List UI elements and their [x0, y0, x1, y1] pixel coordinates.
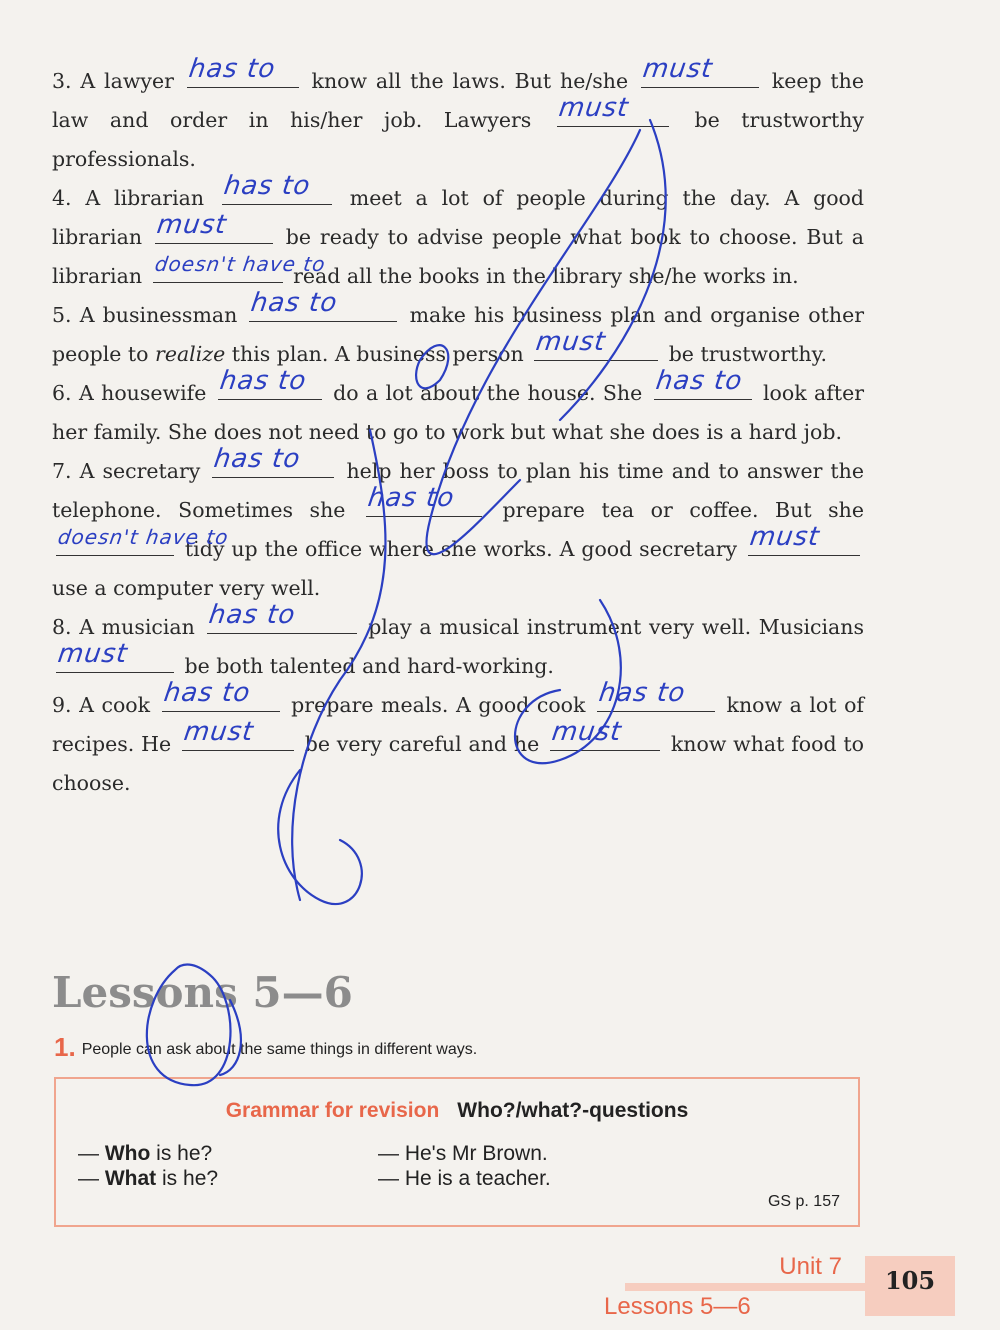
exercise-text-segment: A housewife [78, 381, 214, 405]
exercise-text-segment: keep the law and order in his/her job. Lawyers [52, 69, 864, 132]
exercise-number: 4. [52, 186, 86, 210]
answer-blank[interactable] [217, 366, 322, 400]
grammar-question-2: — What is he? [78, 1167, 219, 1190]
task-1 [54, 1032, 477, 1063]
grammar-reference: GS p. 157 [767, 1193, 840, 1210]
exercise-text-segment: know what food to choose. [52, 732, 864, 795]
exercise-number: 9. [52, 693, 80, 717]
exercise-text-segment: be ready to advise people what book to choose. But a librarian [52, 225, 865, 288]
exercise-item [52, 54, 864, 179]
page-number: 105 [884, 1266, 936, 1295]
exercise-text-segment: know all the laws. But he/she [302, 69, 637, 93]
exercise-item [52, 171, 865, 296]
answer-blank[interactable] [56, 525, 231, 556]
handwritten-answer: must [556, 93, 631, 123]
answer-blank[interactable] [181, 717, 294, 751]
answer-blank[interactable] [221, 171, 332, 205]
handwritten-answer: has to [212, 444, 303, 474]
handwritten-answer: has to [365, 483, 457, 513]
answer-blank[interactable] [556, 93, 669, 127]
emphasized-word: realize [155, 342, 226, 366]
grammar-answers [378, 1141, 551, 1191]
answer-blank[interactable] [206, 600, 357, 634]
exercise-text-segment: A secretary [79, 459, 209, 483]
handwritten-answer: has to [653, 366, 745, 396]
exercise-number: 8. [52, 615, 80, 639]
handwritten-answer: has to [186, 54, 278, 84]
handwritten-answer: must [534, 327, 608, 357]
answer-blank[interactable] [186, 54, 299, 88]
exercise-text-segment: look after her family. She does not need to go to work but what she does is a hard job. [52, 381, 865, 444]
task-text: People can ask about the same things in different ways. [81, 1041, 478, 1058]
exercise-number: 7. [52, 459, 80, 483]
handwritten-answer: must [154, 210, 229, 240]
lessons-title: Lessons 5—6 [52, 968, 353, 1017]
grammar-topic: Who?/what?-questions [457, 1099, 689, 1122]
handwritten-answer: has to [221, 171, 313, 201]
exercise-text-segment: A librarian [85, 186, 218, 210]
answer-blank[interactable] [534, 327, 658, 361]
footer-lessons: Lessons 5—6 [604, 1293, 751, 1320]
answer-blank[interactable] [365, 483, 482, 517]
exercise-text-segment: play a musical instrument very well. Musicians [360, 615, 864, 639]
exercise-text-segment: make his business plan and organise other people to [52, 303, 865, 366]
exercise-text-segment: A musician [79, 615, 203, 639]
grammar-answer-2: — He is a teacher. [378, 1167, 551, 1190]
handwritten-answer: must [55, 639, 130, 669]
handwritten-answer: doesn't have to [56, 525, 231, 549]
exercise-text-segment: read all the books in the library she/he works in. [286, 264, 799, 288]
handwritten-answer: must [549, 717, 624, 747]
answer-blank[interactable] [249, 288, 397, 322]
exercise-text-segment: be both talented and hard-working. [178, 654, 554, 678]
handwritten-answer: has to [249, 288, 340, 318]
exercise-text-segment: meet a lot of people during the day. A good librarian [52, 186, 865, 249]
task-number: 1. [54, 1032, 76, 1062]
answer-blank[interactable] [653, 366, 752, 400]
handwritten-answer: has to [206, 600, 298, 630]
handwritten-answer: must [181, 717, 256, 747]
exercise-text-segment: be trustworthy professionals. [52, 108, 864, 171]
exercise-item [52, 366, 865, 452]
grammar-questions [78, 1141, 218, 1191]
exercise-text-segment: be trustworthy. [662, 342, 827, 366]
exercise-text-segment: do a lot about the house. She [325, 381, 650, 405]
exercise-number: 6. [52, 381, 79, 405]
footer-unit: Unit 7 [779, 1253, 842, 1280]
exercise-item [52, 444, 864, 608]
answer-blank[interactable] [55, 639, 174, 673]
answer-blank[interactable] [747, 522, 860, 556]
exercise-text-segment: A businessman [79, 303, 246, 327]
page-number-box [865, 1256, 955, 1316]
answer-blank[interactable] [212, 444, 334, 478]
grammar-box [54, 1077, 860, 1227]
answer-blank[interactable] [640, 54, 759, 88]
grammar-box-title [56, 1099, 858, 1123]
grammar-label: Grammar for revision [225, 1099, 440, 1122]
handwritten-answer: must [747, 522, 822, 552]
exercise-text-segment: this plan. A business person [225, 342, 531, 366]
handwritten-answer: has to [596, 678, 688, 708]
exercise-text-segment: know a lot of recipes. He [52, 693, 864, 756]
handwritten-answer: must [640, 54, 715, 84]
exercise-text-segment: prepare meals. A good cook [283, 693, 593, 717]
handwritten-answer: has to [217, 366, 309, 396]
grammar-question-1: — Who is he? [78, 1142, 213, 1165]
grammar-answer-1: — He's Mr Brown. [378, 1142, 548, 1165]
exercise-text-segment: A cook [79, 693, 158, 717]
exercise-item [52, 678, 864, 803]
exercise-text-segment: prepare tea or coffee. But she [485, 498, 864, 522]
exercise-text-segment: tidy up the office where she works. A good secretary [178, 537, 744, 561]
answer-blank[interactable] [152, 252, 327, 283]
exercise-number: 5. [52, 303, 80, 327]
exercise-text-segment: A lawyer [80, 69, 183, 93]
answer-blank[interactable] [549, 717, 660, 751]
exercise-text-segment: be very careful and he [297, 732, 547, 756]
answer-blank[interactable] [596, 678, 715, 712]
exercise-text-segment: use a computer very well. [52, 576, 321, 600]
answer-blank[interactable] [161, 678, 280, 712]
footer-bar [625, 1283, 865, 1291]
answer-blank[interactable] [154, 210, 273, 244]
handwritten-answer: doesn't have to [152, 252, 327, 276]
exercise-text-segment: help her boss to plan his time and to answer the telephone. Sometimes she [52, 459, 864, 522]
handwritten-answer: has to [161, 678, 253, 708]
exercise-number: 3. [52, 69, 81, 93]
exercise-items [52, 54, 865, 803]
